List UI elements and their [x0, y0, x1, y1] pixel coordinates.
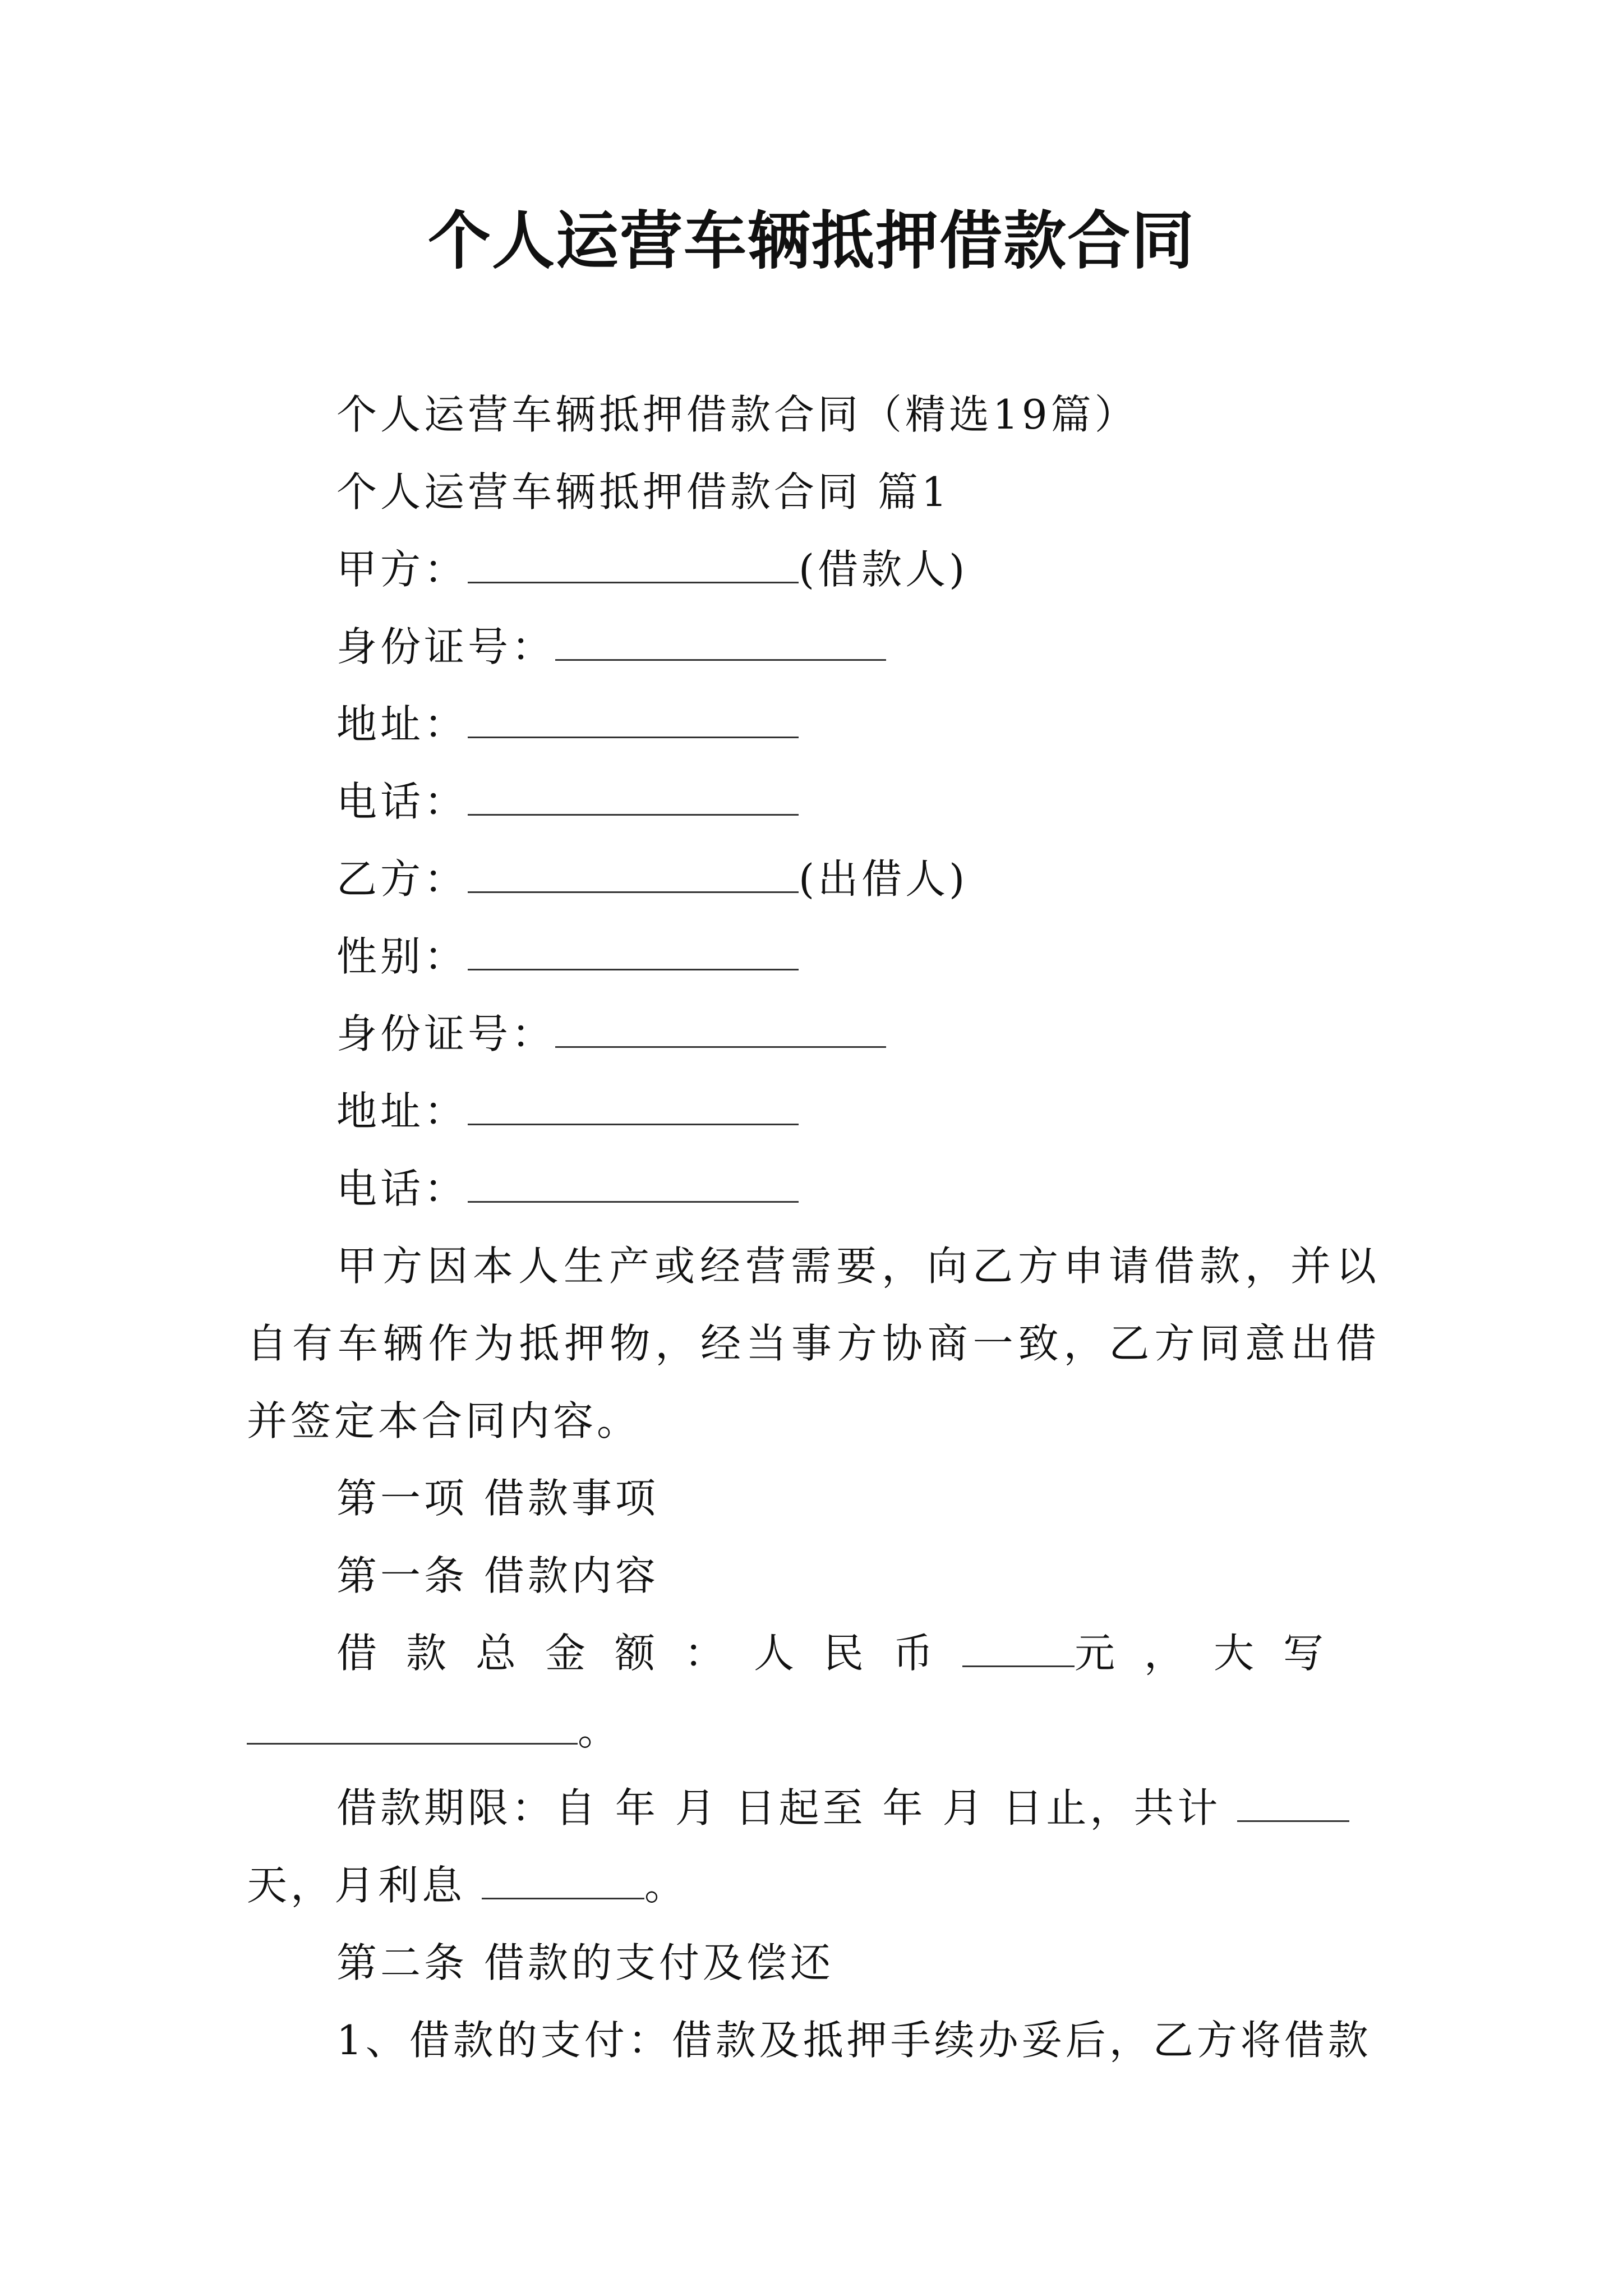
party-b-label: 乙方： — [336, 855, 468, 903]
period-line — [247, 1769, 1380, 1847]
period-days-blank — [1237, 1781, 1349, 1822]
party-a-role: (借款人) — [799, 546, 969, 593]
party-a-id-line — [247, 608, 1380, 685]
party-a-label: 甲方： — [336, 546, 468, 593]
interest-end: 。 — [644, 1862, 688, 1909]
amount-line — [247, 1614, 1380, 1692]
amount-unit: 元，大写 — [1075, 1630, 1353, 1677]
amount-uppercase-line — [247, 1692, 1380, 1769]
amount-uppercase-blank — [247, 1704, 578, 1745]
document-body — [247, 376, 1380, 2079]
party-a-line — [247, 531, 1380, 608]
party-a-phone-blank — [468, 775, 799, 816]
party-b-gender-label: 性别： — [336, 933, 468, 980]
party-a-address-label: 地址： — [336, 701, 468, 748]
party-a-phone-line — [247, 763, 1380, 840]
document-title: 个人运营车辆抵押借款合同 — [428, 204, 1195, 278]
party-b-phone-label: 电话： — [336, 1165, 468, 1212]
party-b-role: (出借人) — [799, 855, 969, 903]
intro-paragraph: 甲方因本人生产或经营需要，向乙方申请借款，并以自有车辆作为抵押物，经当事方协商一致，乙方同意出借并签定本合同内容。 — [247, 1243, 1380, 1444]
party-a-id-label: 身份证号： — [336, 623, 556, 670]
party-a-name-blank — [468, 542, 799, 583]
interest-line — [247, 1847, 1380, 1924]
article1-heading: 第一条 借款内容 — [336, 1552, 659, 1599]
article2-heading: 第二条 借款的支付及偿还 — [336, 1939, 834, 1986]
amount-number-blank — [962, 1626, 1075, 1667]
party-a-id-blank — [555, 620, 886, 661]
party-b-address-label: 地址： — [336, 1088, 468, 1135]
party-b-id-line — [247, 995, 1380, 1073]
payment-line: 1、借款的支付：借款及抵押手续办妥后，乙方将借款 — [336, 2017, 1372, 2064]
section-heading: 个人运营车辆抵押借款合同 篇1 — [336, 468, 951, 516]
party-b-address-blank — [468, 1084, 799, 1125]
party-b-name-blank — [468, 852, 799, 893]
party-b-phone-blank — [468, 1162, 799, 1203]
period-days: 天，月利息 — [247, 1862, 466, 1909]
party-b-line — [247, 840, 1380, 918]
party-b-gender-blank — [468, 930, 799, 970]
party-b-id-label: 身份证号： — [336, 1010, 556, 1057]
party-a-address-blank — [468, 697, 799, 738]
party-a-phone-label: 电话： — [336, 778, 468, 825]
party-b-gender-line — [247, 918, 1380, 995]
period-text: 借款期限：自 年 月 日起至 年 月 日止，共计 — [336, 1784, 1221, 1832]
party-a-address-line — [247, 685, 1380, 763]
interest-blank — [482, 1858, 644, 1899]
item1-heading: 第一项 借款事项 — [336, 1475, 659, 1522]
document-subtitle: 个人运营车辆抵押借款合同（精选19篇） — [336, 391, 1138, 438]
party-b-id-blank — [555, 1007, 886, 1048]
party-b-phone-line — [247, 1150, 1380, 1227]
amount-prefix: 借款总金额：人民币 — [336, 1630, 963, 1677]
amount-end: 。 — [578, 1707, 622, 1754]
party-b-address-line — [247, 1073, 1380, 1150]
